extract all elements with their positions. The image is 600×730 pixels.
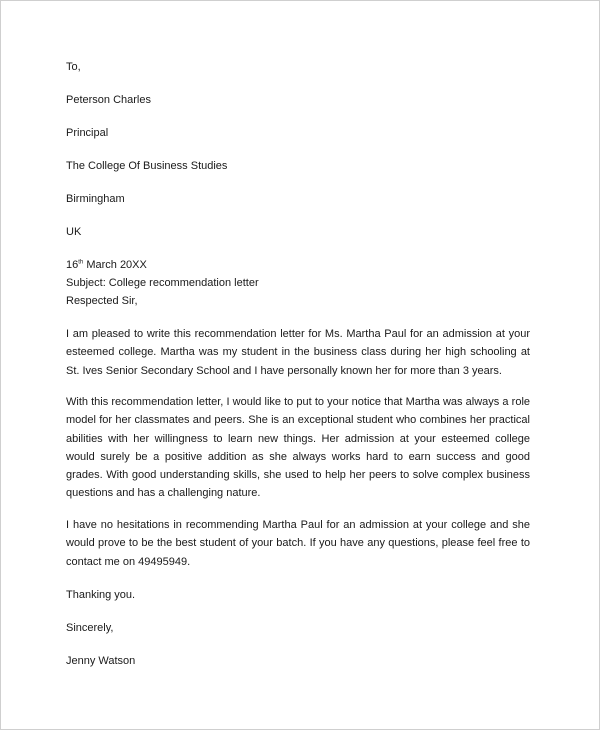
greeting: Respected Sir, [66, 295, 138, 307]
recipient-name: Peterson Charles [66, 94, 151, 106]
date-rest: March 20XX [83, 259, 147, 271]
salutation-to: To, [66, 61, 81, 73]
body-paragraph-3: I have no hesitations in recommending Martha Paul for an admission at your college and she would prove to be the best student of your batch. If you have any questions, please feel free to contact me on 49495949. [66, 519, 530, 568]
body-paragraph-1: I am pleased to write this recommendation letter for Ms. Martha Paul for an admission at your esteemed college. Martha was my student in the business class during her high schooling at St. Ives Senior Secondary School and I have personally known her for more than 3 years. [66, 328, 530, 377]
institution-name: The College Of Business Studies [66, 160, 228, 172]
signature-name: Jenny Watson [66, 655, 136, 667]
closing-line: Sincerely, [66, 622, 114, 634]
city: Birmingham [66, 193, 125, 205]
date-suffix: th [78, 259, 84, 266]
body-paragraph-2: With this recommendation letter, I would like to put to your notice that Martha was always a role model for her classmates and peers. She is an exceptional student who combines her practical abilities with her willingness to learn new things. Her admission at your esteemed college would surely be a positive addition as she always works hard to earn success and good grades. With good understanding skills, she used to help her peers to solve complex business questions and has a challenging nature. [66, 396, 530, 500]
country: UK [66, 226, 82, 238]
subject-line: Subject: College recommendation letter [66, 277, 259, 289]
thanks-line: Thanking you. [66, 589, 136, 601]
date-day: 16 [66, 259, 79, 271]
recipient-title: Principal [66, 127, 109, 139]
letter-date [66, 258, 147, 272]
